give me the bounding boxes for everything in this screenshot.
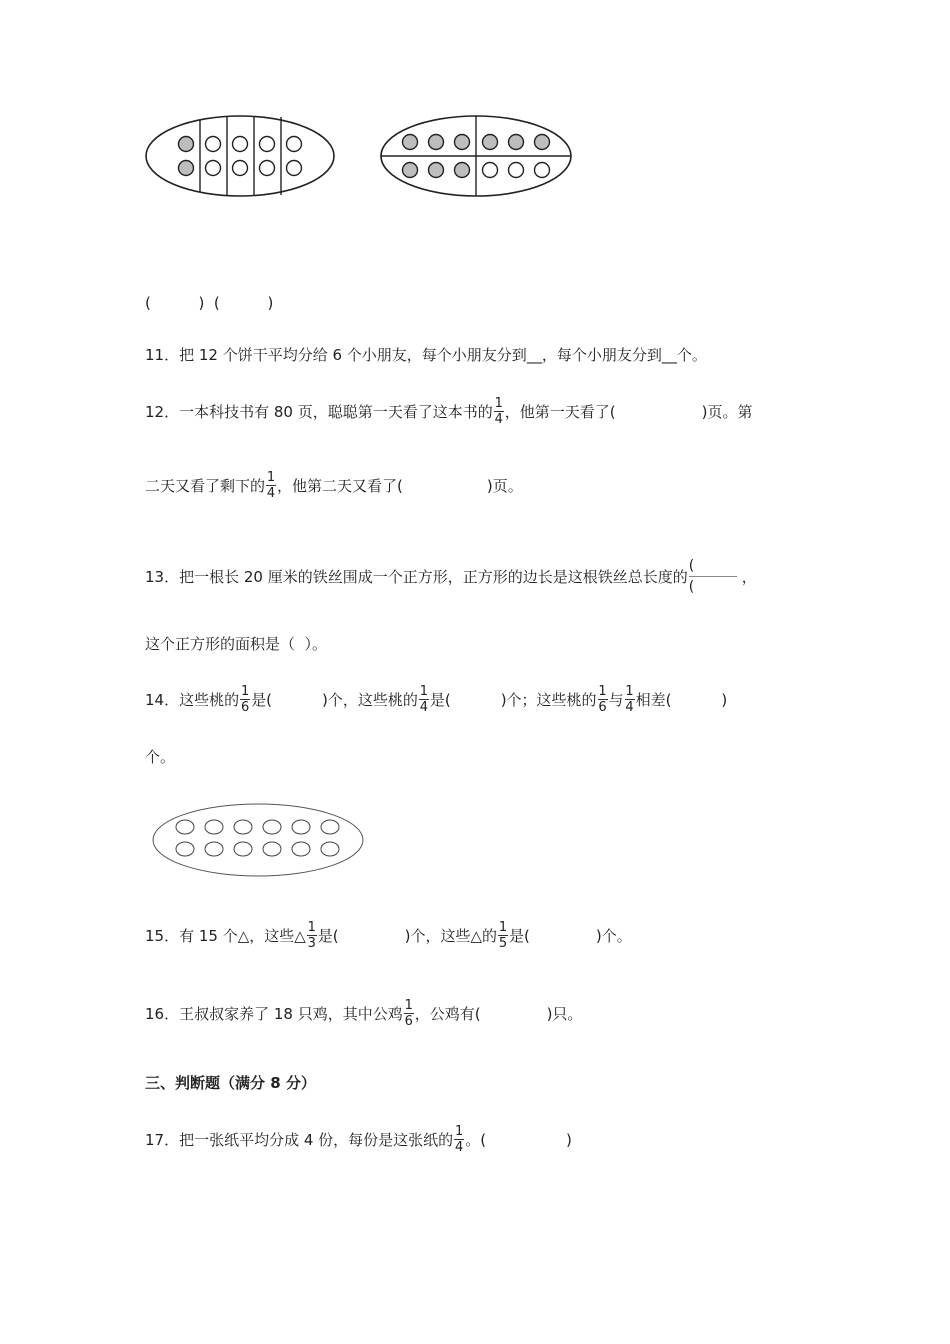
q17-fraction <box>454 1124 464 1155</box>
q15-text-c: )个，这些△的 <box>404 927 498 945</box>
q15-f2-numerator: 1 <box>498 920 508 935</box>
q12-fraction-2 <box>266 470 276 501</box>
q13-text-c: 这个正方形的面积是（ ）。 <box>145 635 328 653</box>
q12-frac1-numerator: 1 <box>494 396 503 411</box>
q14-text-e: )个；这些桃的 <box>500 691 597 709</box>
q13-number: 13． <box>145 568 180 586</box>
question-13-line-1 <box>145 556 757 597</box>
q14-text-f: 与 <box>608 691 624 709</box>
q15-fraction-1 <box>307 920 317 951</box>
q15-f1-denominator: 3 <box>307 936 316 951</box>
q14-text-h: ) <box>721 690 728 709</box>
q12-frac2-numerator: 1 <box>266 470 276 485</box>
q14-f1-denominator: 6 <box>240 700 250 715</box>
q14-text-g: 相差( <box>635 691 672 709</box>
q13-text-b: ， <box>741 568 757 586</box>
q15-f2-denominator: 5 <box>498 936 508 951</box>
q14-f4-numerator: 1 <box>625 684 634 699</box>
q14-number: 14． <box>145 691 180 709</box>
question-13-line-2 <box>145 633 327 654</box>
question-12-line-2 <box>145 470 523 501</box>
q13-text-a: 把一根长 20 厘米的铁丝围成一个正方形，正方形的边长是这根铁丝总长度的 <box>179 568 688 586</box>
q12-text-e: ，他第二天又看了( <box>277 477 403 495</box>
q17-denominator: 4 <box>455 1140 464 1155</box>
q16-fraction <box>404 998 414 1029</box>
q13-frac-bottom: ( <box>688 579 695 595</box>
q15-text-e: )个。 <box>595 927 632 945</box>
q12-text-d: 二天又看了剩下的 <box>145 477 266 495</box>
q11-blank-2[interactable]: __ <box>661 345 677 364</box>
q13-fraction-blank[interactable] <box>689 556 737 597</box>
q17-number: 17． <box>145 1131 180 1149</box>
q15-f1-numerator: 1 <box>307 920 316 935</box>
q14-text-a: 这些桃的 <box>179 691 240 709</box>
q10-answer-blanks <box>145 294 273 312</box>
question-16 <box>145 998 582 1029</box>
section-3-title-text: 三、判断题（满分 8 分） <box>145 1074 316 1092</box>
q14-f1-numerator: 1 <box>240 684 250 699</box>
q15-text-b: 是( <box>317 927 339 945</box>
q11-text-b: ，每个小朋友分到 <box>541 346 662 364</box>
q12-frac2-denominator: 4 <box>266 486 276 501</box>
q14-fraction-4 <box>625 684 635 715</box>
q13-frac-top: ( <box>688 558 695 574</box>
q14-f3-numerator: 1 <box>598 684 607 699</box>
q14-f3-denominator: 6 <box>598 700 607 715</box>
question-14-line-2 <box>145 746 175 767</box>
q17-text-b: 。( <box>465 1131 487 1149</box>
q15-text-a: 有 15 个△，这些△ <box>179 927 306 945</box>
q14-fraction-3 <box>598 684 608 715</box>
question-17 <box>145 1124 572 1155</box>
q16-number: 16． <box>145 1005 180 1023</box>
q11-text-a: 把 12 个饼干平均分给 6 个小朋友，每个小朋友分到 <box>179 346 527 364</box>
q14-f2-denominator: 4 <box>419 700 428 715</box>
q12-text-c: )页。第 <box>701 403 753 421</box>
q15-number: 15． <box>145 927 180 945</box>
q14-f2-numerator: 1 <box>419 684 428 699</box>
q14-text-b: 是( <box>251 691 272 709</box>
question-12-line-1 <box>145 396 752 427</box>
oval-figure-left <box>140 110 340 200</box>
q11-number: 11． <box>145 346 180 364</box>
q12-text-a: 一本科技书有 80 页，聪聪第一天看了这本书的 <box>179 403 493 421</box>
q11-blank-1[interactable]: __ <box>526 345 542 364</box>
q14-text-d: 是( <box>429 691 451 709</box>
question-15 <box>145 920 632 951</box>
q17-text-c: ) <box>566 1130 572 1149</box>
q15-text-d: 是( <box>509 927 530 945</box>
question-14-line-1 <box>145 684 727 715</box>
q14-text-i: 个。 <box>145 748 176 766</box>
q17-text-a: 把一张纸平均分成 4 份，每份是这张纸的 <box>179 1131 454 1149</box>
q12-number: 12． <box>145 403 180 421</box>
q14-fraction-2 <box>419 684 429 715</box>
question-11 <box>145 344 707 365</box>
section-3-title <box>145 1072 316 1093</box>
q16-numerator: 1 <box>404 998 413 1013</box>
q12-text-f: )页。 <box>486 477 523 495</box>
q15-fraction-2 <box>498 920 508 951</box>
q16-text-b: ，公鸡有( <box>414 1005 481 1023</box>
q17-numerator: 1 <box>455 1124 464 1139</box>
q14-text-c: )个，这些桃的 <box>321 691 418 709</box>
q12-frac1-denominator: 4 <box>494 412 503 427</box>
q16-text-c: )只。 <box>546 1005 583 1023</box>
peach-oval-figure <box>150 800 370 880</box>
q14-fraction-1 <box>240 684 250 715</box>
q12-text-b: ，他第一天看了( <box>504 403 616 421</box>
q10-blanks-text: ( ) ( ) <box>145 294 274 312</box>
q12-fraction-1 <box>494 396 504 427</box>
oval-figure-right <box>378 110 578 202</box>
q16-denominator: 6 <box>404 1014 413 1029</box>
q16-text-a: 王叔叔家养了 18 只鸡，其中公鸡 <box>179 1005 403 1023</box>
q14-f4-denominator: 4 <box>625 700 634 715</box>
q11-text-c: 个。 <box>676 346 707 364</box>
